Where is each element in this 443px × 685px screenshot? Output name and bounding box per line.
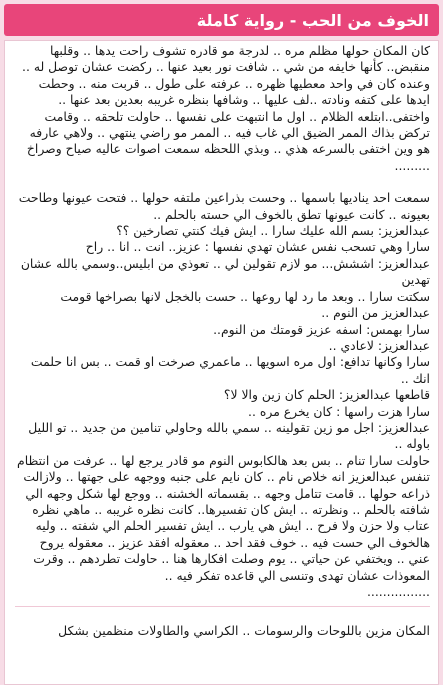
article-body <box>5 41 438 640</box>
divider <box>15 606 430 607</box>
paragraph-spacer <box>15 174 430 190</box>
section-separator-dots: ................ <box>366 584 430 599</box>
article-paragraph: المكان مزين باللوحات والرسومات .. الكراسي والطاولات منظمين بشكل <box>58 623 430 639</box>
page-title: الخوف من الحب - رواية كاملة <box>196 10 429 30</box>
article-paragraph: سمعت احد يناديها باسمها .. وحست بذراعين ملتفه حولها .. فتحت عيونها وطاحت بعيونه .. كانت عيونها تطق بالخوف الي حسته بالحلم .. عبدالعزيز: بسم الله عليك سارا .. ايش فيك كنتي تصارخين ؟؟ سارا وهي تسحب نفس عشان تهدي نفسها : عزيز.. انت .. انا .. راح عبدالعزيز: اششش... مو لازم تقولين لي .. تعوذي من ابليس..وسمي بالله عشان تهدين سكتت سارا .. وبعد ما رد لها روعها .. حست بالخجل لانها بصراخها قومت عبدالعزيز من النوم .. سارا بهمس: اسفه عزيز قومتك من النوم.. عبدالعزيز: لاعادي .. سارا وكانها تدافع: اول مره اسويها .. ماعمري صرخت او قمت .. بس انا حلمت انك .. قاطعها عبدالعزيز: الحلم كان زين والا لا؟ سارا هزت راسها : كان يخرع مره .. عبدالعزيز: اجل مو زين تقولينه .. سمي بالله وحاولي تنامين من جديد .. تو الليل باوله .. حاولت سارا تنام .. بس بعد هالكابوس النوم مو قادر يرجع لها .. عرفت من انتظام تنفس عبدالعزيز انه خلاص نام .. كان نايم على جنبه ووجهه على جهتها .. ولازالت ذراعه حولها .. قامت تتامل وجهه .. بقسماته الخشنه .. ووجع لها شكل وجهه الي شافته بالحلم .. ونظرته .. ايش كان تفسيرها.. كانت نظره غريبه .. ماهي نظره عتاب ولا حزن ولا فرح .. ايش هي يارب .. ايش تفسير الحلم الي شفته .. وليه هالخوف الي حست فيه .. خوف فقد احد .. معقوله افقد عزيز .. معقوله يروح عني .. ويختفي عن حياتي .. يوم وصلت افكارها هنا .. حاولت تطردهم .. وقرت المعوذات عشان تهدى وتنسى الي قاعده تفكر فيه .. <box>17 190 430 583</box>
article-panel[interactable] <box>4 40 439 685</box>
article-paragraph: كان المكان حولها مظلم مره .. لدرجة مو قادره تشوف راحت يدها .. وقلبها منقبض.. كأنها خايفه من شي .. شافت نور بعيد عنها .. ركضت عشان توصل له .. وعنده كان في واحد معطيها ظهره .. عرفته على طول .. قربت منه .. وحطت ايدها على كتفه ونادته ..لف عليها .. وشافها بنظره غريبه بعدين بعد عنها .. واختفى..ابتلعه الظلام .. اول ما انتبهت على نفسها .. حاولت تلحقه .. وقامت تركض بذاك الممر الضيق الي غاب فيه .. الممر مو راضي ينتهي .. ولاهي عارفه هو وين اختفى بالسرعه هذي .. وبذي اللحظه سمعت اصوات عاليه صياح وصراخ ......... <box>22 43 430 173</box>
title-bar <box>4 4 439 36</box>
